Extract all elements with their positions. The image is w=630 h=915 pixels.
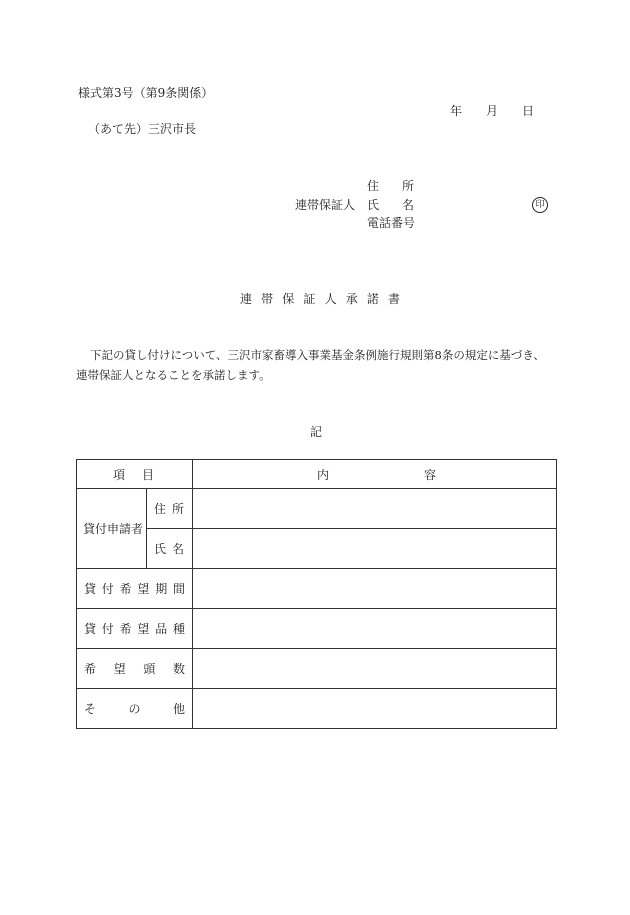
applicant-name-value[interactable] <box>193 529 557 569</box>
table-row <box>77 489 557 529</box>
title-char: 承 <box>345 292 358 306</box>
title-char: 証 <box>303 292 316 306</box>
items-table <box>76 459 557 729</box>
applicant-name-char: 名 <box>171 542 184 556</box>
row-label-char: 望 <box>113 662 126 676</box>
row-label-char: 頭 <box>143 662 156 676</box>
body-text-line-2: 連帯保証人となることを承諾します。 <box>76 368 271 382</box>
row-label-char: の <box>128 702 141 716</box>
date-year-label: 年 <box>450 104 463 118</box>
title-char: 書 <box>387 292 400 306</box>
guarantor-address-label-1: 住 <box>367 179 380 193</box>
row-label-char: そ <box>84 702 97 716</box>
title-char: 諾 <box>366 292 379 306</box>
form-number: 様式第3号（第9条関係） <box>78 86 214 100</box>
guarantor-phone-label: 電話番号 <box>367 216 416 230</box>
date-day-label: 日 <box>522 104 535 118</box>
row-label-char: 種 <box>172 622 185 636</box>
header-item-cell <box>77 460 193 489</box>
breed-label-cell <box>77 609 193 649</box>
title-char: 連 <box>240 292 253 306</box>
loan-period-label-cell <box>77 569 193 609</box>
applicant-label-cell <box>77 489 147 569</box>
body-text-line-1: 下記の貸し付けについて、三沢市家畜導入事業基金条例施行規則第8条の規定に基づき、 <box>90 348 545 362</box>
row-label-char: 他 <box>172 702 185 716</box>
document-title <box>240 292 400 306</box>
title-char: 人 <box>324 292 337 306</box>
row-label-char: 貸 <box>84 622 97 636</box>
other-value[interactable] <box>193 689 557 729</box>
header-item-char: 項 <box>113 467 126 482</box>
applicant-label: 貸付申請者 <box>83 522 144 536</box>
row-label-char: 希 <box>84 662 97 676</box>
table-row <box>77 529 557 569</box>
table-header-row <box>77 460 557 489</box>
title-char: 帯 <box>261 292 274 306</box>
breed-value[interactable] <box>193 609 557 649</box>
header-item-char: 目 <box>141 467 154 482</box>
table-row <box>77 609 557 649</box>
applicant-address-value[interactable] <box>193 489 557 529</box>
date-month-label: 月 <box>486 104 499 118</box>
row-label-char: 数 <box>172 662 185 676</box>
applicant-address-char: 所 <box>171 502 184 516</box>
guarantor-role-label: 連帯保証人 <box>295 198 356 212</box>
applicant-address-char: 住 <box>154 502 167 516</box>
guarantor-name-label-2: 名 <box>402 198 415 212</box>
loan-period-value[interactable] <box>193 569 557 609</box>
row-label-char: 貸 <box>84 582 97 596</box>
row-label-char: 希 <box>119 582 132 596</box>
title-char: 保 <box>282 292 295 306</box>
guarantor-name-label-1: 氏 <box>367 198 380 212</box>
row-label-char: 希 <box>119 622 132 636</box>
header-content-char: 内 <box>317 467 330 482</box>
header-content-char: 容 <box>423 467 436 482</box>
row-label-char: 付 <box>101 582 114 596</box>
applicant-address-label-cell <box>147 489 193 529</box>
row-label-char: 間 <box>172 582 185 596</box>
addressee: （あて先）三沢市長 <box>88 122 197 136</box>
ki-label: 記 <box>310 425 323 439</box>
row-label-char: 望 <box>137 622 150 636</box>
applicant-name-label-cell <box>147 529 193 569</box>
applicant-name-char: 氏 <box>154 542 167 556</box>
other-label-cell <box>77 689 193 729</box>
row-label-char: 付 <box>101 622 114 636</box>
table-row <box>77 649 557 689</box>
guarantor-address-label-2: 所 <box>402 179 415 193</box>
row-label-char: 望 <box>137 582 150 596</box>
table-row <box>77 689 557 729</box>
row-label-char: 品 <box>155 622 168 636</box>
head-count-value[interactable] <box>193 649 557 689</box>
head-count-label-cell <box>77 649 193 689</box>
row-label-char: 期 <box>155 582 168 596</box>
table-row <box>77 569 557 609</box>
seal-mark: 印 <box>532 197 548 213</box>
header-content-cell <box>193 460 557 489</box>
